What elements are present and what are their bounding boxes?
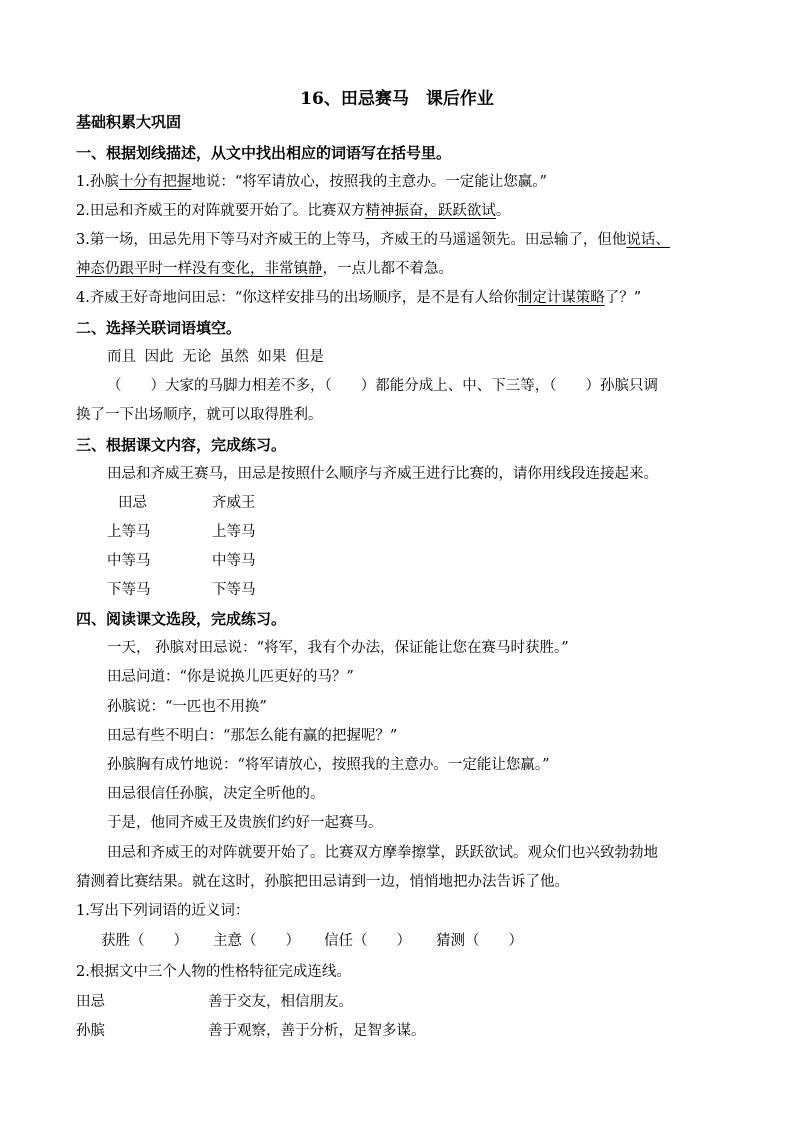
q1-item-3-text-b: ，一点儿都不着急。 — [322, 261, 453, 277]
q1-item-4-text-a: 4.齐威王好奇地问田忌：“你这样安排马的出场顺序，是不是有人给你 — [76, 290, 518, 306]
q1-item-3 — [76, 230, 670, 250]
q2-options: 而且 因此 无论 虽然 如果 但是 — [107, 349, 325, 365]
character-name: 田忌 — [76, 994, 105, 1010]
q1-heading: 一、根据划线描述，从文中找出相应的词语写在括号里。 — [76, 144, 452, 162]
character-name: 孙膑 — [76, 1023, 105, 1039]
q3-prompt: 田忌和齐威王赛马，田忌是按照什么顺序与齐威王进行比赛的，请你用线段连接起来。 — [107, 466, 658, 482]
synonym-blank[interactable]: 猜测（ ） — [436, 933, 523, 949]
character-trait: 善于交友，相信朋友。 — [208, 994, 353, 1010]
synonym-blank[interactable]: 主意（ ） — [213, 933, 300, 949]
passage-paragraph: 田忌有些不明白：“那怎么能有赢的把握呢？” — [107, 728, 398, 744]
q4-sub-1: 1.写出下列词语的近义词： — [76, 903, 250, 919]
q1-item-4 — [76, 288, 641, 308]
page-title: 16、田忌赛马 课后作业 — [300, 89, 494, 109]
q1-item-1 — [76, 172, 547, 192]
q3-right-header: 齐威王 — [212, 495, 256, 511]
section-heading: 基础积累大巩固 — [76, 113, 182, 131]
passage-paragraph: 田忌和齐威王的对阵就要开始了。比赛双方摩拳擦掌，跃跃欲试。观众们也兴致勃勃地 — [107, 845, 658, 861]
character-trait: 善于观察，善于分析，足智多谋。 — [208, 1023, 426, 1039]
q1-item-1-underline: 十分有把握 — [118, 174, 192, 190]
synonym-blank[interactable]: 信任（ ） — [324, 933, 411, 949]
passage-paragraph-cont: 猜测着比赛结果。就在这时，孙膑把田忌请到一边，悄悄地把办法告诉了他。 — [76, 874, 569, 890]
q4-heading: 四、阅读课文选段，完成练习。 — [76, 610, 287, 628]
q1-item-3-underline: 说话、 — [626, 232, 670, 248]
q1-item-1-text-a: 1.孙膑 — [76, 174, 119, 190]
q1-item-3-text-a: 3.第一场，田忌先用下等马对齐威王的上等马，齐威王的马遥遥领先。田忌输了，但他 — [76, 232, 627, 248]
q3-left-item: 下等马 — [107, 582, 151, 598]
q1-item-3-underline-2: 神态仍跟平时一样没有变化，非常镇静 — [76, 261, 323, 277]
passage-paragraph: 孙膑胸有成竹地说：“将军请放心，按照我的主意办。一定能让您赢。” — [107, 757, 550, 773]
passage-paragraph: 一天， 孙膑对田忌说：“将军，我有个办法，保证能让您在赛马时获胜。” — [107, 640, 569, 656]
q1-item-2-underline: 精神振奋，跃跃欲试 — [365, 203, 496, 219]
q2-line-1: （ ）大家的马脚力相差不多，（ ）都能分成上、中、下三等，（ ）孙膑只调 — [107, 378, 658, 394]
q3-right-item: 中等马 — [212, 553, 256, 569]
synonym-blank[interactable]: 获胜（ ） — [101, 933, 188, 949]
q1-item-4-underline: 制定计谋策略 — [517, 290, 605, 306]
q1-item-2 — [76, 201, 510, 221]
q2-line-2: 换了一下出场顺序，就可以取得胜利。 — [76, 407, 323, 423]
passage-paragraph: 于是，他同齐威王及贵族们约好一起赛马。 — [107, 815, 383, 831]
q1-item-1-text-b: 地说：“将军请放心，按照我的主意办。一定能让您赢。” — [191, 174, 547, 190]
q2-heading: 二、选择关联词语填空。 — [76, 319, 242, 337]
q1-item-2-text-a: 2.田忌和齐威王的对阵就要开始了。比赛双方 — [76, 203, 366, 219]
passage-paragraph: 田忌很信任孙膑，决定全听他的。 — [107, 786, 325, 802]
q1-item-3-cont — [76, 259, 453, 279]
q3-left-header: 田忌 — [118, 495, 147, 511]
q3-heading: 三、根据课文内容，完成练习。 — [76, 436, 287, 454]
passage-paragraph: 田忌问道：“你是说换儿匹更好的马？” — [107, 669, 354, 685]
q1-item-4-text-b: 了？” — [604, 290, 642, 306]
q4-sub-2: 2.根据文中三个人物的性格特征完成连线。 — [76, 964, 351, 980]
q3-right-item: 下等马 — [212, 582, 256, 598]
q1-item-2-text-b: 。 — [495, 203, 511, 219]
q3-left-item: 中等马 — [107, 553, 151, 569]
passage-paragraph: 孙膑说：“一匹也不用换” — [107, 699, 267, 715]
q3-left-item: 上等马 — [107, 524, 151, 540]
q3-right-item: 上等马 — [212, 524, 256, 540]
